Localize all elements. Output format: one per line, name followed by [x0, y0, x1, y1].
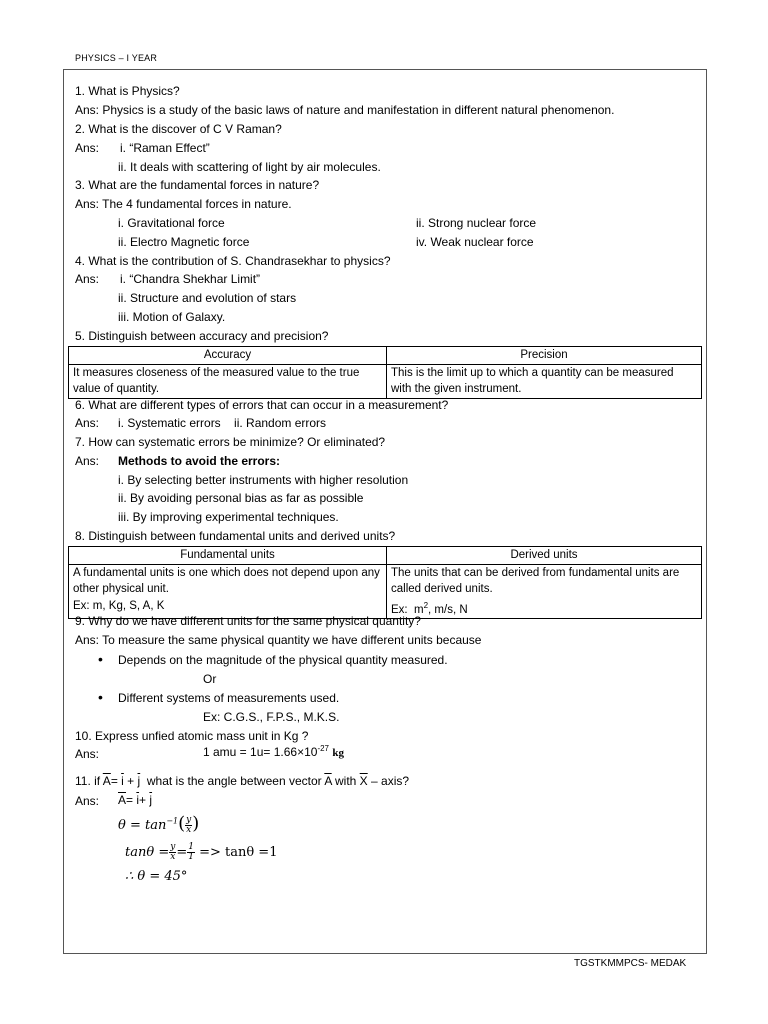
question-9: 9. Why do we have different units for the same physical quantity? [75, 614, 421, 628]
tan-theta-formula: tanθ = $\frac{y}{x}$ = $\frac{1}{1}$ => tanθ =1 [125, 842, 278, 862]
systems-example: Ex: C.G.S., F.P.S., M.K.S. [203, 710, 340, 724]
bullet-icon: • [98, 689, 103, 705]
question-10: 10. Express unfied atomic mass unit in Kg ? [75, 729, 309, 743]
derived-cell [387, 564, 702, 618]
units-table [68, 546, 702, 619]
fundamental-definition: A fundamental units is one which does not depend upon any other physical unit. [73, 566, 380, 595]
derived-definition: The units that can be derived from fundamental units are called derived units. [391, 566, 680, 595]
question-6: 6. What are different types of errors that can occur in a measurement? [75, 398, 449, 412]
reason-1: Depends on the magnitude of the physical quantity measured. [118, 653, 448, 667]
bullet-icon: • [98, 651, 103, 667]
answer-2-item-2: ii. It deals with scattering of light by air molecules. [118, 160, 381, 174]
fundamental-cell [69, 564, 387, 618]
answer-label: Ans: [75, 747, 100, 761]
question-3: 3. What are the fundamental forces in nature? [75, 178, 320, 192]
precision-cell: This is the limit up to which a quantity can be measured with the given instrument. [387, 364, 702, 398]
answer-2-item-1: i. “Raman Effect” [120, 141, 210, 155]
answer-4-item-3: iii. Motion of Galaxy. [118, 310, 226, 324]
method-1: i. By selecting better instruments with higher resolution [118, 473, 409, 487]
page-footer: TGSTKMMPCS- MEDAK [574, 958, 687, 969]
method-2: ii. By avoiding personal bias as far as possible [118, 491, 364, 505]
question-7: 7. How can systematic errors be minimize? Or eliminated? [75, 435, 386, 449]
question-8: 8. Distinguish between fundamental units and derived units? [75, 529, 396, 543]
answer-9: Ans: To measure the same physical quantity we have different units because [75, 633, 482, 647]
table-header-derived: Derived units [387, 547, 702, 565]
answer-6: i. Systematic errors ii. Random errors [118, 416, 327, 430]
method-3: iii. By improving experimental techniques. [118, 510, 339, 524]
vector-a-expression: $\overline{A}= \overline{i}+ \overline{j}$ [118, 793, 153, 807]
question-5: 5. Distinguish between accuracy and precision? [75, 329, 329, 343]
reason-2: Different systems of measurements used. [118, 691, 340, 705]
theta-result: ∴ θ = 45° [125, 869, 188, 884]
table-header-precision: Precision [387, 347, 702, 365]
theta-formula: $\theta = \tan^{-1}$( $\frac{y}{x}$ ) [118, 813, 200, 835]
amu-value: 1 amu = $1u= 1.66\times 10^{-27}$ kg [203, 744, 344, 759]
answer-3: Ans: The 4 fundamental forces in nature. [75, 197, 292, 211]
derived-example: Ex: $m^2$, m/s, N [391, 600, 468, 616]
answer-4-item-1: i. “Chandra Shekhar Limit” [120, 272, 261, 286]
question-4: 4. What is the contribution of S. Chandrasekhar to physics? [75, 254, 391, 268]
answer-label: Ans: [75, 272, 100, 286]
page-header: PHYSICS – I YEAR [75, 53, 158, 63]
or-text: Or [203, 672, 217, 686]
question-11: 11. if $\overline{A}= \overline{i} + \overline{j}$ what is the angle between vector $\overline{A}$ with $\overline{X}$ – axis? [75, 774, 410, 788]
methods-heading: Methods to avoid the errors: [118, 454, 281, 468]
force-3: ii. Electro Magnetic force [118, 235, 250, 249]
answer-4-item-2: ii. Structure and evolution of stars [118, 291, 297, 305]
fundamental-example: Ex: m, Kg, S, A, K [73, 599, 165, 612]
answer-label: Ans: [75, 141, 100, 155]
answer-label: Ans: [75, 416, 100, 430]
question-1: 1. What is Physics? [75, 84, 180, 98]
table-header-fundamental: Fundamental units [69, 547, 387, 565]
answer-1: Ans: Physics is a study of the basic laws of nature and manifestation in different natural phenomenon. [75, 103, 615, 117]
accuracy-precision-table [68, 346, 702, 399]
force-1: i. Gravitational force [118, 216, 225, 230]
table-header-accuracy: Accuracy [69, 347, 387, 365]
question-2: 2. What is the discover of C V Raman? [75, 122, 282, 136]
force-4: iv. Weak nuclear force [416, 235, 534, 249]
force-2: ii. Strong nuclear force [416, 216, 537, 230]
accuracy-cell: It measures closeness of the measured value to the true value of quantity. [69, 364, 387, 398]
answer-label: Ans: [75, 454, 100, 468]
answer-label: Ans: [75, 794, 100, 808]
